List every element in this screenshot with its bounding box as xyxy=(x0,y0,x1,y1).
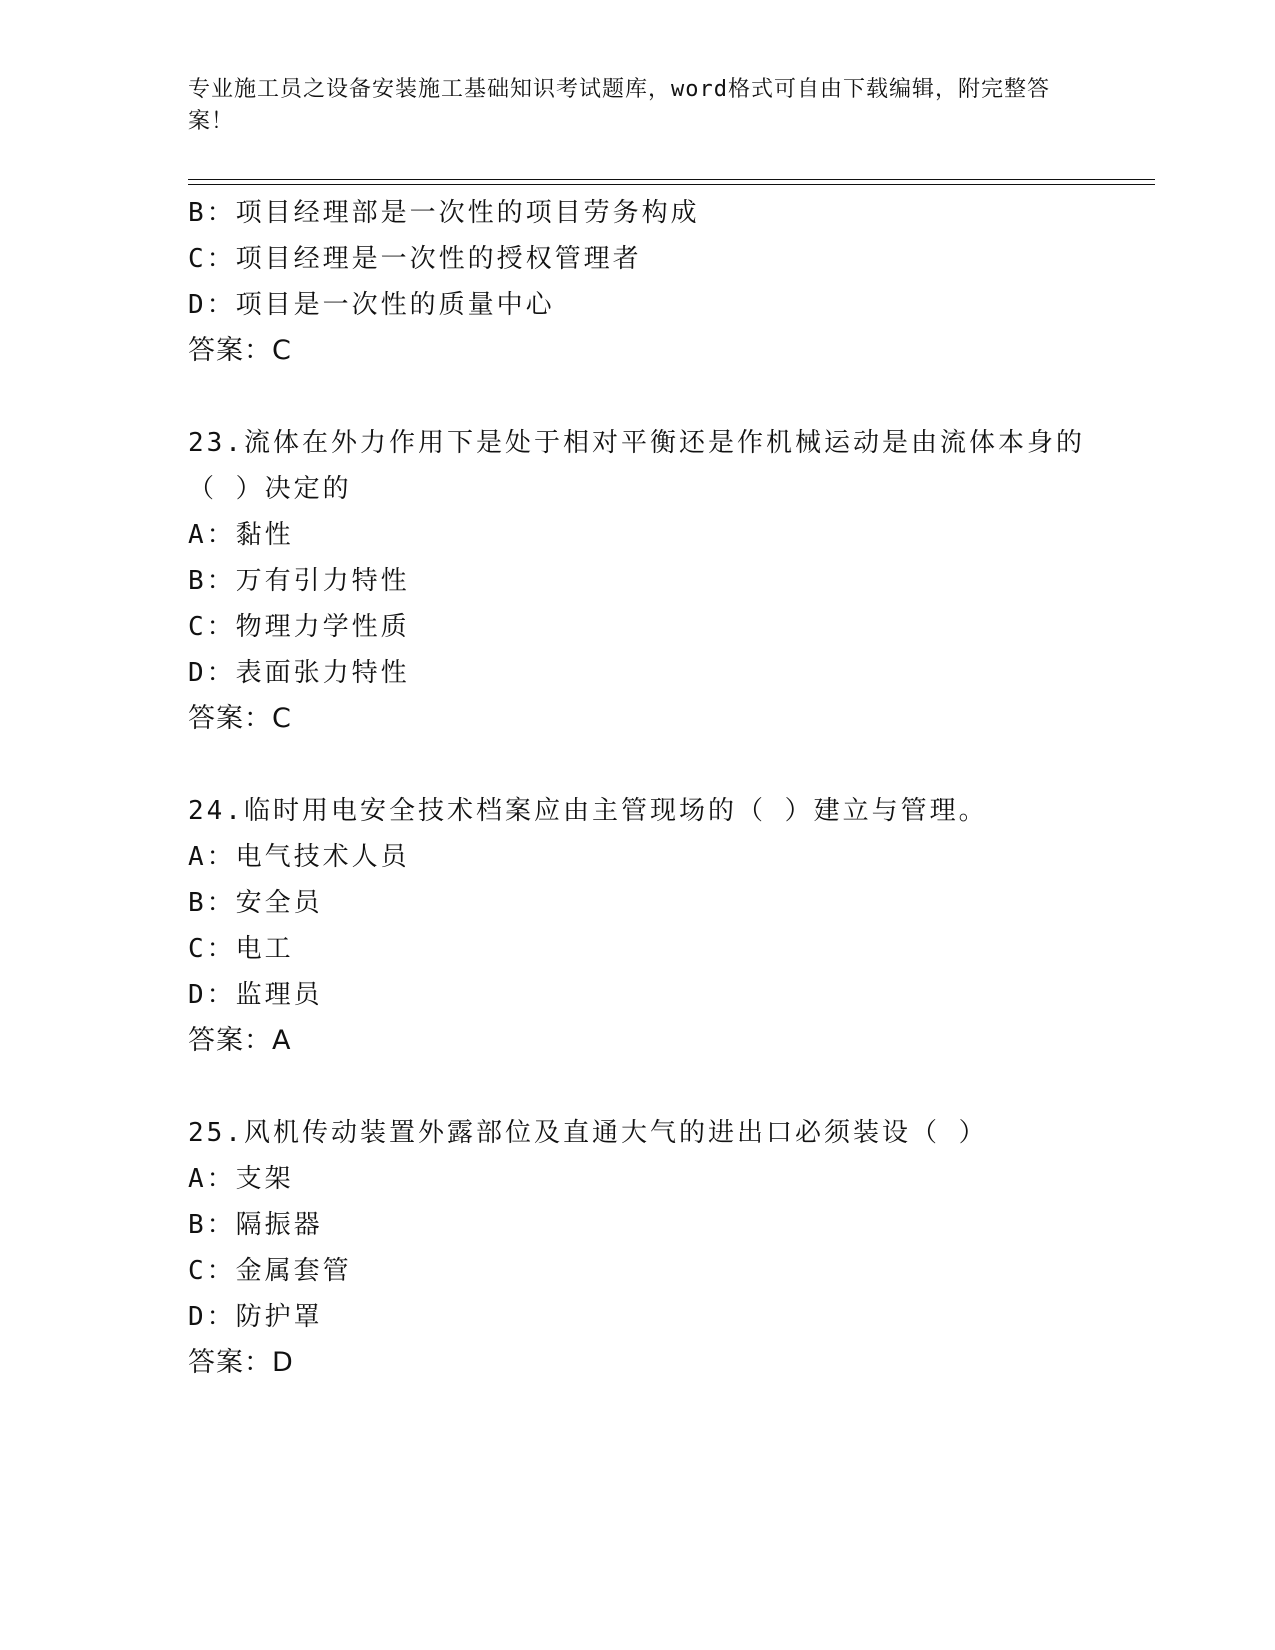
question-23 xyxy=(188,420,1088,742)
option-c: C：金属套管 xyxy=(188,1256,352,1286)
question-stem: 25.风机传动装置外露部位及直通大气的进出口必须装设（ ） xyxy=(188,1118,988,1148)
question-24 xyxy=(188,788,1088,1064)
question-stem: 24.临时用电安全技术档案应由主管现场的（ ）建立与管理。 xyxy=(188,796,988,826)
option-b: B：万有引力特性 xyxy=(188,566,410,596)
question-stem-continued: （ ）决定的 xyxy=(188,474,352,504)
option-d: D：监理员 xyxy=(188,980,323,1010)
option-c: C：项目经理是一次性的授权管理者 xyxy=(188,244,642,274)
option-d: D：项目是一次性的质量中心 xyxy=(188,290,555,320)
answer-label: 答案：C xyxy=(188,335,292,366)
answer-label: 答案：C xyxy=(188,703,292,734)
option-a: A：电气技术人员 xyxy=(188,842,410,872)
page-header-title: 专业施工员之设备安装施工基础知识考试题库，word格式可自由下载编辑，附完整答案！ xyxy=(188,77,1050,134)
option-d: D：防护罩 xyxy=(188,1302,323,1332)
question-22-tail xyxy=(188,190,1088,374)
answer-label: 答案：D xyxy=(188,1347,294,1378)
question-stem: 23.流体在外力作用下是处于相对平衡还是作机械运动是由流体本身的 xyxy=(188,428,1085,458)
option-b: B：安全员 xyxy=(188,888,323,918)
option-b: B：隔振器 xyxy=(188,1210,323,1240)
answer-label: 答案：A xyxy=(188,1025,292,1056)
header-divider-bottom xyxy=(188,184,1155,185)
option-a: A：支架 xyxy=(188,1164,294,1194)
header-divider-top xyxy=(188,179,1155,180)
option-c: C：物理力学性质 xyxy=(188,612,410,642)
question-25 xyxy=(188,1110,1088,1386)
option-b: B：项目经理部是一次性的项目劳务构成 xyxy=(188,198,700,228)
option-a: A：黏性 xyxy=(188,520,294,550)
option-d: D：表面张力特性 xyxy=(188,658,410,688)
question-list xyxy=(188,190,1088,1386)
option-c: C：电工 xyxy=(188,934,294,964)
